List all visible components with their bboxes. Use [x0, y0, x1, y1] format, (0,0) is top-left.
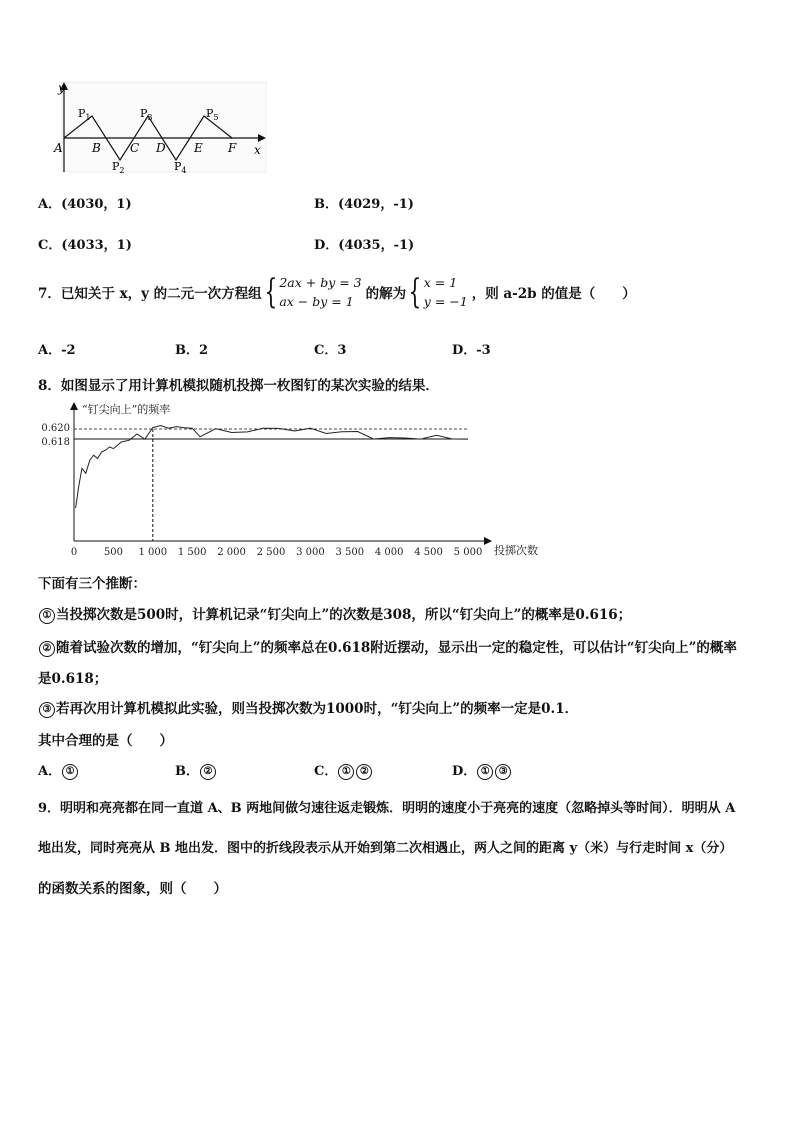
x-tick-label: 3 500 [335, 547, 365, 558]
q6-option-a: A．(4030，1) [38, 197, 132, 212]
q8-option-b-circled-2: ② [200, 764, 216, 780]
fig1-label-P2: $P_2$ [112, 160, 125, 175]
fig1-label-B: B [92, 141, 101, 155]
q9-line-2: 地出发，同时亮亮从 B 地出发．图中的折线段表示从开始到第二次相遇止，两人之间的距离 y（米）与行走时间 x（分） [38, 841, 733, 856]
q8-statement-1-text: 当投掷次数是500时，计算机记录“钉尖向上”的次数是308，所以“钉尖向上”的概率是0.616； [56, 607, 632, 623]
q7-system-brace: { [264, 272, 277, 312]
q8-statement-2 [38, 636, 737, 657]
q8-statement-3-text: 若再次用计算机模拟此实验，则当投掷次数为1000时，“钉尖向上”的频率一定是0.1． [56, 701, 579, 717]
q8-option-d-circled-1: ① [477, 764, 493, 780]
x-tick-label: 4 000 [374, 547, 404, 558]
chart-title: “钉尖向上”的频率 [82, 403, 171, 416]
circled-1: ① [39, 608, 55, 624]
q8-statement-2-text: 随着试验次数的增加，“钉尖向上”的频率总在0.618附近摆动，显示出一定的稳定性，可以估计“钉尖向上”的概率 [56, 640, 737, 656]
x-tick-label: 1 500 [177, 547, 207, 558]
fig1-label-P1: $P_1$ [78, 107, 91, 122]
x-tick-label: 2 500 [256, 547, 286, 558]
frequency-chart [36, 398, 550, 564]
q7-eq2: ax − by = 1 [279, 294, 354, 309]
q7-middle: 的解为 [365, 286, 407, 302]
fig1-y-label: y [58, 81, 65, 95]
x-tick-label: 2 000 [217, 547, 246, 558]
q7-option-b: B．2 [175, 343, 209, 358]
q8-option-c-circled-1: ① [338, 764, 354, 780]
y-tick-label-0.620: 0.620 [41, 423, 70, 434]
x-tick-label: 0 [70, 547, 78, 558]
x-tick-label: 5 000 [453, 547, 483, 558]
x-tick-label: 1 000 [138, 547, 168, 558]
q8-option-a-letter: A． [38, 764, 62, 779]
q8-option-b [175, 760, 217, 780]
chart-xlabel: 投掷次数 [494, 544, 538, 557]
fig1-label-A: A [54, 141, 63, 155]
q7-option-a: A．-2 [38, 343, 76, 358]
q8-option-d-circled-3: ③ [495, 764, 511, 780]
q8-statement-1 [38, 603, 631, 624]
q9-line-1: 9．明明和亮亮都在同一直道 A、B 两地间做匀速往返走锻炼．明明的速度小于亮亮的速度（忽略掉头等时间）．明明从 A [38, 801, 736, 816]
q7-sol1: x = 1 [423, 275, 458, 290]
q6-option-b: B．(4029，-1) [314, 197, 414, 212]
q6-option-d: D．(4035，-1) [314, 238, 415, 253]
fig1-label-F: F [228, 141, 237, 155]
fig1-label-C: C [130, 141, 140, 155]
q7-option-d: D．-3 [452, 343, 491, 358]
fig1-label-P4: $P_4$ [174, 160, 187, 175]
zigzag-figure [52, 80, 268, 176]
q8-stem: 8．如图显示了用计算机模拟随机投掷一枚图钉的某次实验的结果． [38, 378, 439, 394]
q7-equation-system [279, 273, 361, 311]
q7-solution [424, 273, 468, 311]
q7-suffix: ，则 a-2b 的值是（ ） [471, 286, 636, 302]
q7-option-c: C．3 [314, 343, 347, 358]
q8-option-a-circled-1: ① [62, 764, 78, 780]
y-tick-label-0.618: 0.618 [41, 437, 70, 448]
x-tick-label: 500 [103, 547, 123, 558]
q8-option-d [452, 760, 512, 780]
circled-2: ② [39, 641, 55, 657]
q8-statement-3 [38, 697, 578, 718]
fig1-label-P5: $P_5$ [206, 107, 219, 122]
q8-option-c-circled-2: ② [356, 764, 372, 780]
fig1-label-P3: $P_3$ [140, 107, 153, 122]
fig1-x-label: x [254, 143, 261, 157]
q8-intro: 下面有三个推断： [38, 576, 146, 592]
q6-option-c: C．(4033，1) [38, 238, 132, 253]
x-tick-label: 4 500 [414, 547, 443, 558]
fig1-label-D: D [156, 141, 166, 155]
x-tick-label: 3 000 [296, 547, 325, 558]
q8-option-b-letter: B． [175, 764, 199, 779]
q8-ask: 其中合理的是（ ） [38, 733, 173, 749]
q8-option-c [314, 760, 373, 780]
q8-option-a [38, 760, 79, 780]
q8-option-d-letter: D． [452, 764, 477, 779]
q8-option-c-letter: C． [314, 764, 338, 779]
q7-eq1: 2ax + by = 3 [279, 275, 362, 290]
fig1-label-E: E [194, 141, 203, 155]
circled-3: ③ [39, 702, 55, 718]
series-line-frequency [76, 426, 468, 509]
q8-statement-2-cont: 是0.618； [38, 671, 108, 687]
q7-sol2: y = −1 [423, 294, 468, 309]
q9-line-3: 的函数关系的图象，则（ ） [38, 881, 227, 897]
q7-prefix: 7．已知关于 x，y 的二元一次方程组 [38, 286, 262, 302]
q7-stem [38, 272, 636, 312]
q7-solution-brace: { [408, 272, 422, 312]
